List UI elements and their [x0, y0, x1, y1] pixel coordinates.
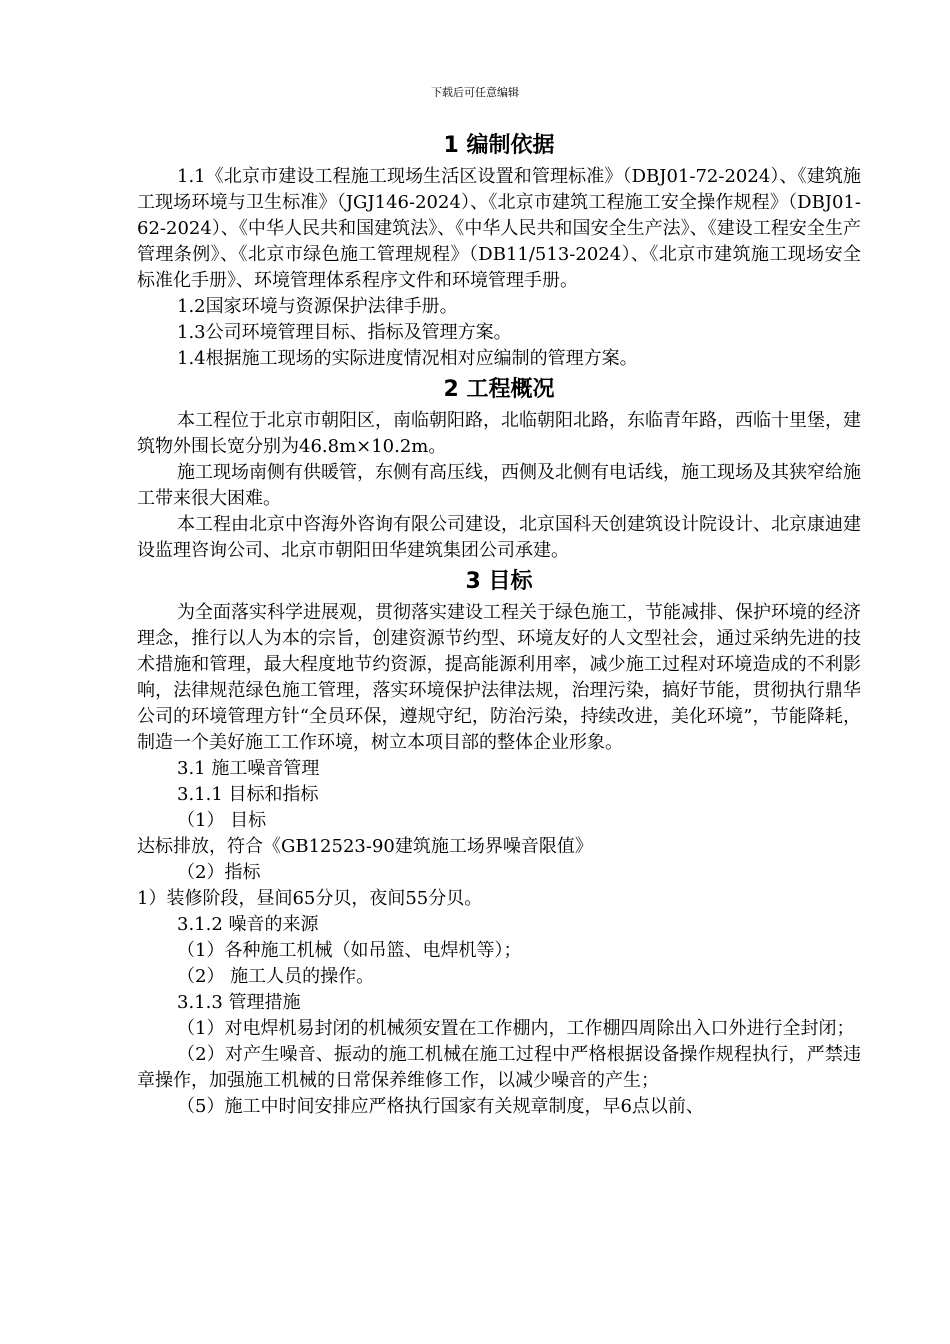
section-1-para-3: 1.3公司环境管理目标、指标及管理方案。: [177, 322, 512, 343]
section-2-para-2: 施工现场南侧有供暖管，东侧有高压线，西侧及北侧有电话线，施工现场及其狭窄给施工带来很大困难。: [137, 462, 861, 509]
section-3-para-1: 为全面落实科学进展观，贯彻落实建设工程关于绿色施工，节能减排、保护环境的经济理念，推行以人为本的宗旨，创建资源节约型、环境友好的人文型社会，通过采纳先进的技术措施和管理，最大程度地节约资源，提高能源利用率，减少施工过程对环境造成的不利影响，法律规范绿色施工管理，落实环境保护法律法规，治理污染，搞好节能，贯彻执行鼎华公司的环境管理方针“全员环保，遵规守纪，防治污染，持续改进，美化环境”，节能降耗，制造一个美好施工工作环境，树立本项目部的整体企业形象。: [137, 602, 861, 753]
section-3-line-10: 3.1.3 管理措施: [177, 992, 301, 1013]
section-1-heading: 1 编制依据: [443, 133, 555, 158]
section-3-line-3: （1） 目标: [177, 810, 267, 831]
section-3-heading: 3 目标: [465, 569, 533, 594]
section-3-line-6: 1）装修阶段，昼间65分贝，夜间55分贝。: [137, 888, 483, 909]
download-note: 下载后可任意编辑: [431, 86, 519, 99]
section-2-para-1: 本工程位于北京市朝阳区，南临朝阳路，北临朝阳北路，东临青年路，西临十里堡，建筑物外围长宽分别为46.8m×10.2m。: [137, 410, 861, 457]
section-3-line-8: （1）各种施工机械（如吊篮、电焊机等）；: [177, 940, 522, 961]
section-2-heading: 2 工程概况: [443, 377, 555, 402]
section-3-line-11: （1）对电焊机易封闭的机械须安置在工作棚内，工作棚四周除出入口外进行全封闭；: [177, 1018, 855, 1039]
section-1-para-1: 1.1《北京市建设工程施工现场生活区设置和管理标准》（DBJ01-72-2024）、《建筑施工现场环境与卫生标准》（JGJ146-2024）、《北京市建筑工程施工安全操作规程》（DBJ01-62-2024）、《中华人民共和国建筑法》、《中华人民共和国安全生产法》、《建设工程安全生产管理条例》、《北京市绿色施工管理规程》（DB11/513-2024）、《北京市建筑施工现场安全标准化手册》、环境管理体系程序文件和环境管理手册。: [137, 166, 861, 291]
section-3-line-7: 3.1.2 噪音的来源: [177, 914, 319, 935]
section-3-line-13: （5）施工中时间安排应严格执行国家有关规章制度，早6点以前、: [177, 1096, 704, 1117]
section-3-line-12: （2）对产生噪音、振动的施工机械在施工过程中严格根据设备操作规程执行，严禁违章操作，加强施工机械的日常保养维修工作，以减少噪音的产生；: [137, 1044, 861, 1091]
section-1-para-4: 1.4根据施工现场的实际进度情况相对应编制的管理方案。: [177, 348, 638, 369]
section-3-line-1: 3.1 施工噪音管理: [177, 758, 320, 779]
section-3-line-2: 3.1.1 目标和指标: [177, 784, 319, 805]
section-3-line-5: （2）指标: [177, 862, 261, 883]
section-1-para-2: 1.2国家环境与资源保护法律手册。: [177, 296, 458, 317]
document-body: [137, 128, 861, 1120]
section-2-para-3: 本工程由北京中咨海外咨询有限公司建设，北京国科天创建筑设计院设计、北京康迪建设监理咨询公司、北京市朝阳田华建筑集团公司承建。: [137, 514, 861, 561]
section-3-line-9: （2） 施工人员的操作。: [177, 966, 375, 987]
section-3-line-4: 达标排放，符合《GB12523-90建筑施工场界噪音限值》: [137, 836, 593, 857]
